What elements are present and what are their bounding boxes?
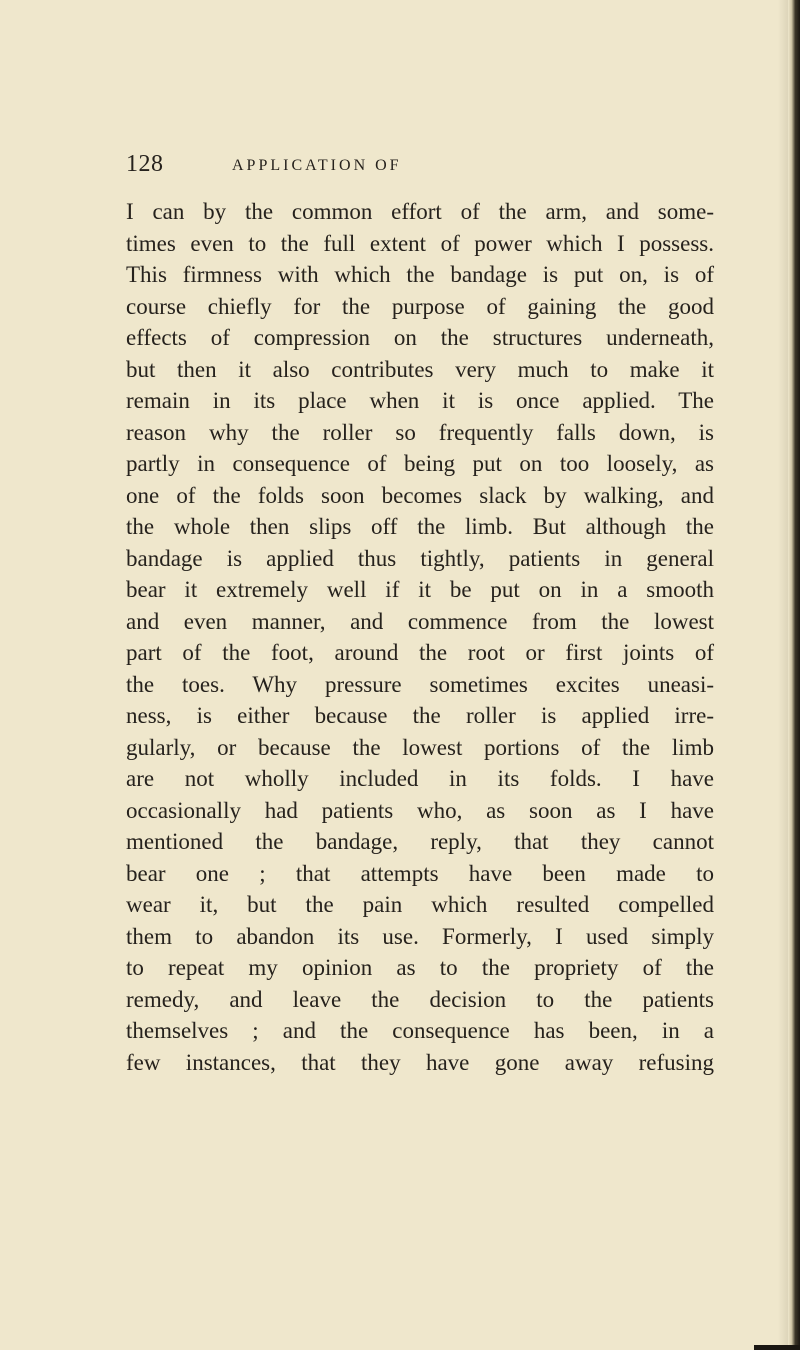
text-line: partly in consequence of being put on too loosely, as — [126, 451, 714, 476]
text-line: bandage is applied thus tightly, patients in general — [126, 545, 714, 571]
page-corner-mark — [754, 1345, 800, 1350]
text-line: I can by the common effort of the arm, and some- — [126, 199, 714, 224]
body-text — [126, 196, 714, 1078]
page-number: 128 — [126, 151, 164, 177]
text-line: mentioned the bandage, reply, that they cannot — [126, 829, 714, 854]
text-line: but then it also contributes very much to make it — [126, 356, 714, 382]
text-line: them to abandon its use. Formerly, I used simply — [126, 923, 714, 949]
text-line: bear it extremely well if it be put on in a smooth — [126, 577, 714, 602]
running-title: APPLICATION OF — [232, 157, 402, 174]
text-line: bear one ; that attempts have been made to — [126, 860, 714, 886]
text-line: ness, is either because the roller is applied irre- — [126, 703, 714, 728]
text-line: course chiefly for the purpose of gaining the good — [126, 293, 714, 319]
text-line: occasionally had patients who, as soon as I have — [126, 797, 714, 823]
text-line: one of the folds soon becomes slack by walking, and — [126, 482, 714, 508]
text-line: reason why the roller so frequently falls down, is — [126, 419, 714, 445]
text-line: few instances, that they have gone away refusing — [126, 1049, 714, 1075]
text-line: to repeat my opinion as to the propriety of the — [126, 955, 714, 980]
text-line: part of the foot, around the root or first joints of — [126, 640, 714, 665]
text-line: remain in its place when it is once applied. The — [126, 388, 714, 413]
text-line: and even manner, and commence from the lowest — [126, 608, 714, 634]
binding-shadow — [778, 0, 788, 1350]
text-line: effects of compression on the structures underneath, — [126, 325, 714, 350]
page-edge — [788, 0, 800, 1350]
text-line: gularly, or because the lowest portions of the limb — [126, 734, 714, 760]
text-line: the toes. Why pressure sometimes excites uneasi- — [126, 671, 714, 697]
text-line: remedy, and leave the decision to the patients — [126, 986, 714, 1012]
text-line: themselves ; and the consequence has been, in a — [126, 1018, 714, 1043]
text-line: This firmness with which the bandage is put on, is of — [126, 262, 714, 287]
text-line: are not wholly included in its folds. I have — [126, 766, 714, 791]
text-line: times even to the full extent of power which I possess. — [126, 230, 714, 256]
text-line: wear it, but the pain which resulted compelled — [126, 892, 714, 917]
text-line: the whole then slips off the limb. But although the — [126, 514, 714, 539]
